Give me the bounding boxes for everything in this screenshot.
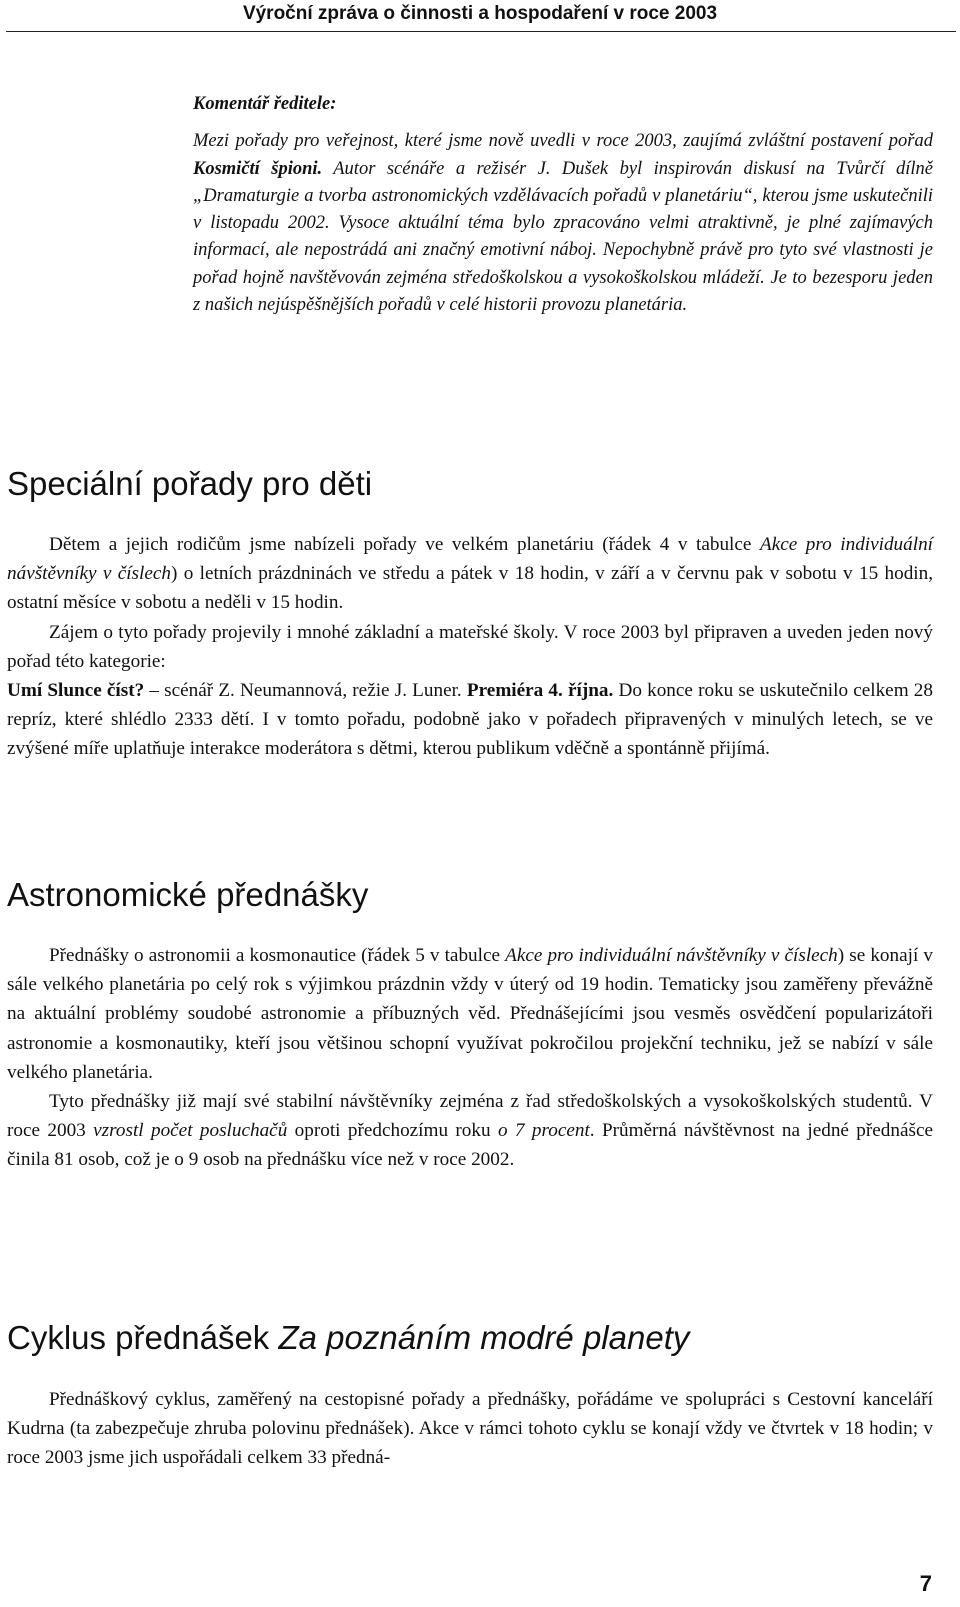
table-reference: Akce pro individuální návštěvníky v číslech [7, 534, 933, 585]
emphasis-text: vzrostl počet posluchačů [93, 1120, 288, 1142]
section-heading-lectures: Astronomické přednášky [7, 876, 369, 913]
header-divider [6, 31, 956, 32]
paragraph-text: Tyto přednášky již mají své stabilní návštěvníky zejména z řad středoškolských a vysokoškolských studentů. V roce 2003 [7, 1091, 933, 1142]
report-title: Výroční zpráva o činnosti a hospodaření v roce 2003 [242, 3, 718, 24]
comment-paragraph [193, 128, 933, 319]
paragraph [7, 676, 933, 764]
paragraph-text: ) se konají v sále velkého planetária po celý rok s výjimkou prázdnin vždy v úterý od 19 hodin. Tematicky jsou zaměřeny převážně na aktuální problémy soudobé astronomie a příbuzných věd. Přednášejícími jsou vesměs osvědčení popularizátoři astronomie a kosmonautiky, kteří jsou většinou schopní využívat pokročilou projekční techniku, jež se nabízí v sále velkého planetária. [7, 945, 933, 1083]
comment-text: Autor scénáře a režisér J. Dušek byl inspirován diskusí na Tvůrčí dílně „Dramaturgie a tvorba astronomických vzdělávacích pořadů v planetáriu“, kterou jsme uskutečnili v listopadu 2002. Vysoce aktuální téma bylo zpracováno velmi atraktivně, je plné zajímavých informací, ale nepostrádá ani značný emotivní náboj. Nepochybně právě pro tyto své vlastnosti je pořad hojně navštěvován zejména středoškolskou a vysokoškolskou mládeží. Je to bezesporu jeden z našich nejúspěšnějších pořadů v celé historii provozu planetária. [193, 158, 934, 316]
section-body-cycle [7, 1385, 933, 1473]
table-reference: Akce pro individuální návštěvníky v číslech [505, 945, 838, 966]
paragraph-text: . Průměrná návštěvnost na jedné přednášce činila 81 osob, což je o 9 osob na přednášku více než v roce 2002. [7, 1120, 934, 1171]
paragraph [7, 530, 933, 618]
paragraph: Přednáškový cyklus, zaměřený na cestopisné pořady a přednášky, pořádáme ve spolupráci s Cestovní kanceláří Kudrna (ta zabezpečuje zhruba polovinu přednášek). Akce v rámci tohoto cyklu se konají vždy ve čtvrtek v 18 hodin; v roce 2003 jsme jich uspořádali celkem 33 předná- [7, 1389, 933, 1469]
paragraph-text: – scénář Z. Neumannová, režie J. Luner. [144, 680, 467, 702]
paragraph [7, 941, 933, 1087]
section-heading-children: Speciální pořady pro děti [7, 465, 373, 502]
page-number: 7 [919, 1571, 932, 1596]
premiere-date: Premiéra 4. října. [466, 680, 614, 702]
comment-title: Komentář ředitele: [193, 94, 337, 114]
paragraph: Zájem o tyto pořady projevily i mnohé základní a mateřské školy. V roce 2003 byl připraven a uveden jeden nový pořad této kategorie: [7, 621, 933, 672]
show-title-umi-slunce-cist: Umí Slunce číst? [7, 680, 145, 702]
running-header [0, 0, 960, 31]
heading-text: Cyklus přednášek [7, 1319, 279, 1356]
paragraph-text: Dětem a jejich rodičům jsme nabízeli pořady ve velkém planetáriu (řádek 4 v tabulce [49, 534, 760, 555]
section-body-lectures [7, 941, 933, 1175]
show-title-kosmicti-spioni: Kosmičtí špioni. [193, 158, 323, 179]
comment-text: Mezi pořady pro veřejnost, které jsme nově uvedli v roce 2003, zaujímá zvláštní postavení pořad [193, 131, 933, 152]
emphasis-text: o 7 procent [497, 1120, 590, 1142]
paragraph-text: oproti předchozímu roku [287, 1120, 498, 1142]
cycle-title: Za poznáním modré planety [278, 1319, 690, 1356]
paragraph-text: ) o letních prázdninách ve středu a pátek v 18 hodin, v září a v červnu pak v sobotu v 15 hodin, ostatní měsíce v sobotu a neděli v 15 hodin. [7, 563, 934, 614]
paragraph-text: Přednášky o astronomii a kosmonautice (řádek 5 v tabulce [49, 945, 506, 966]
director-comment [193, 91, 933, 319]
paragraph-text: Do konce roku se uskutečnilo celkem 28 repríz, které shlédlo 2333 dětí. I v tomto pořadu, podobně jako v pořadech připravených v minulých letech, se ve zvýšené míře uplatňuje interakce moderátora s dětmi, kterou publikum vděčně a spontánně přijímá. [7, 680, 933, 760]
section-body-children [7, 530, 933, 764]
section-heading-cycle [7, 1318, 689, 1358]
paragraph [7, 1087, 933, 1175]
